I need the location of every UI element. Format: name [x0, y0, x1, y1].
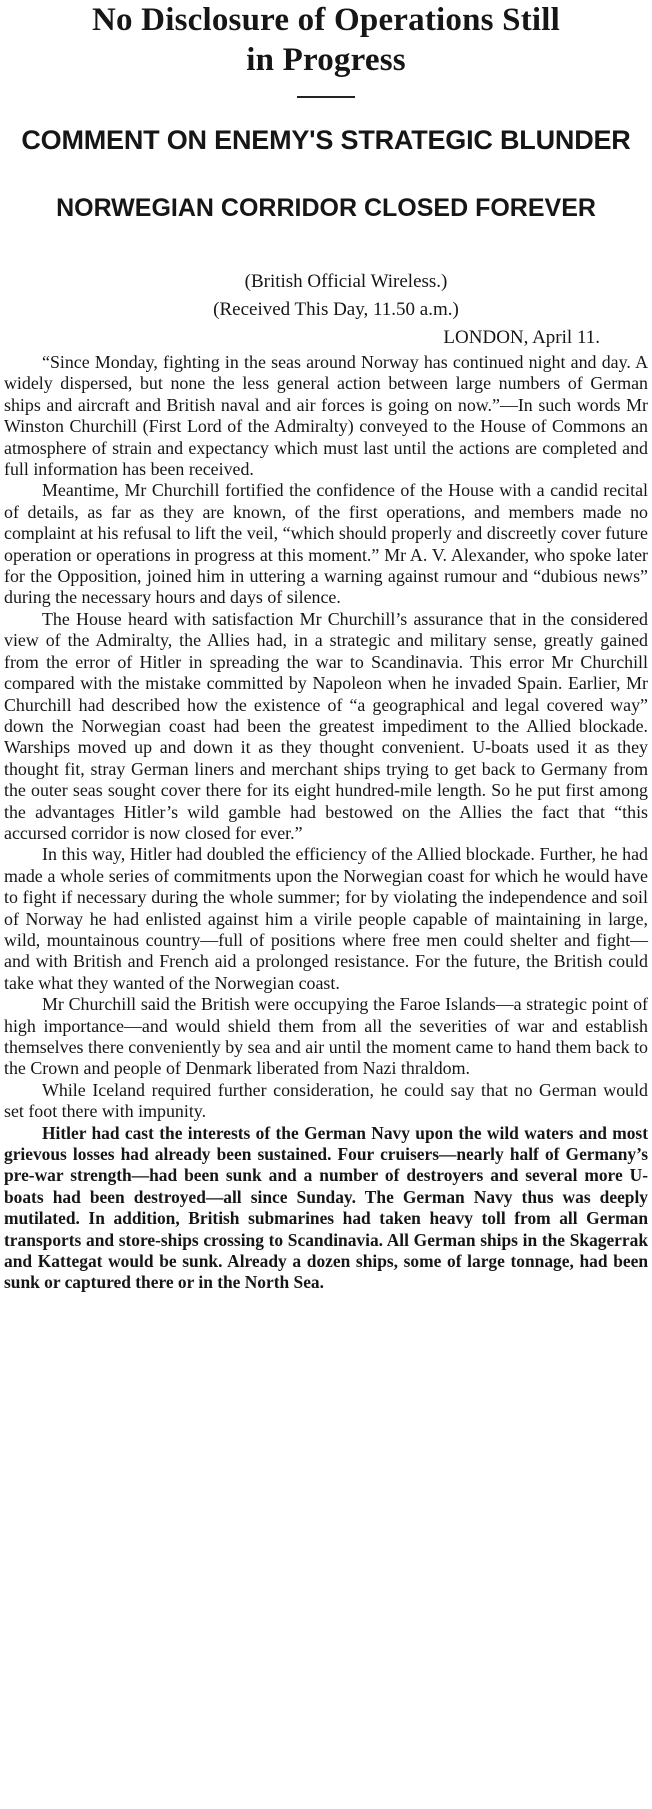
headline-line-1: No Disclosure of Operations Still — [92, 2, 560, 38]
received-line: (Received This Day, 11.50 a.m.) — [213, 299, 459, 320]
source-line: (British Official Wireless.) — [244, 271, 448, 292]
paragraph-3: The House heard with satisfaction Mr Churchill’s assurance that in the considered view of the Admiralty, the Allies had, in a strategic and military sense, greatly gained from the error of Hitler in spreading the war to Scandinavia. This error Mr Churchill compared with the mistake committed by Napoleon when he invaded Spain. Earlier, Mr Churchill had described how the existence of “a geographical and legal covered way” down the Norwegian coast had been the greatest impediment to the Allied blockade. Warships moved up and down it as they thought convenient. U-boats used it as they thought fit, stray German liners and merchant ships trying to get back to Germany from the outer seas sought cover there for its eight hundred-mile length. So he put first among the advantages Hitler’s wild gamble had bestowed on the Allies the fact that “this accursed corridor is now closed for ever.” — [4, 608, 648, 843]
dateline: LONDON, April 11. — [443, 327, 600, 348]
paragraph-7: Hitler had cast the interests of the German Navy upon the wild waters and most grievous losses had already been sustained. Four cruisers—nearly half of Germany’s pre-war strength—had been sunk and a number of destroyers and several more U-boats had been destroyed—all since Sunday. The German Navy thus was deeply mutilated. In addition, British submarines had taken heavy toll from all German transports and store-ships crossing to Scandinavia. All German ships in the Skagerrak and Kattegat would be sunk. Already a dozen ships, some of large tonnage, had been sunk or captured there or in the North Sea. — [4, 1122, 648, 1293]
subheadline-strategic-blunder: COMMENT ON ENEMY'S STRATEGIC BLUNDER — [21, 125, 631, 155]
paragraph-6: While Iceland required further consideration, he could say that no German would set foot there with impunity. — [4, 1079, 648, 1122]
paragraph-2: Meantime, Mr Churchill fortified the confidence of the House with a candid recital of details, as far as they are known, of the first operations, and members made no complaint at his refusal to lift the veil, “which should properly and discreetly cover future operation or operations in progress at this moment.” Mr A. V. Alexander, who spoke later for the Opposition, joined him in uttering a warning against rumour and “dubious news” during the necessary hours and days of silence. — [4, 480, 648, 608]
article-body — [0, 352, 652, 1294]
headline-line-2: in Progress — [246, 42, 406, 78]
subheadline-corridor-closed: NORWEGIAN CORRIDOR CLOSED FOREVER — [56, 194, 596, 222]
headline-divider — [297, 96, 355, 98]
paragraph-5: Mr Churchill said the British were occupying the Faroe Islands—a strategic point of high importance—and would shield them from all the severities of war and establish themselves there conveniently by sea and air until the moment came to hand them back to the Crown and people of Denmark liberated from Nazi thraldom. — [4, 994, 648, 1079]
paragraph-4: In this way, Hitler had doubled the efficiency of the Allied blockade. Further, he had made a whole series of commitments upon the Norwegian coast for which he would have to fight if necessary during the whole summer; for by violating the independence and soil of Norway he had enlisted against him a virile people capable of maintaining in large, wild, mountainous country—full of positions where free men could shelter and fight—and with British and French aid a prolonged resistance. For the future, the British could take what they wanted of the Norwegian coast. — [4, 844, 648, 993]
paragraph-1: “Since Monday, fighting in the seas around Norway has continued night and day. A widely dispersed, but none the less general action between large numbers of German ships and aircraft and British naval and air forces is going on now.”—In such words Mr Winston Churchill (First Lord of the Admiralty) conveyed to the House of Commons an atmosphere of strain and expectancy which must last until the actions are completed and full information has been received. — [4, 352, 648, 480]
